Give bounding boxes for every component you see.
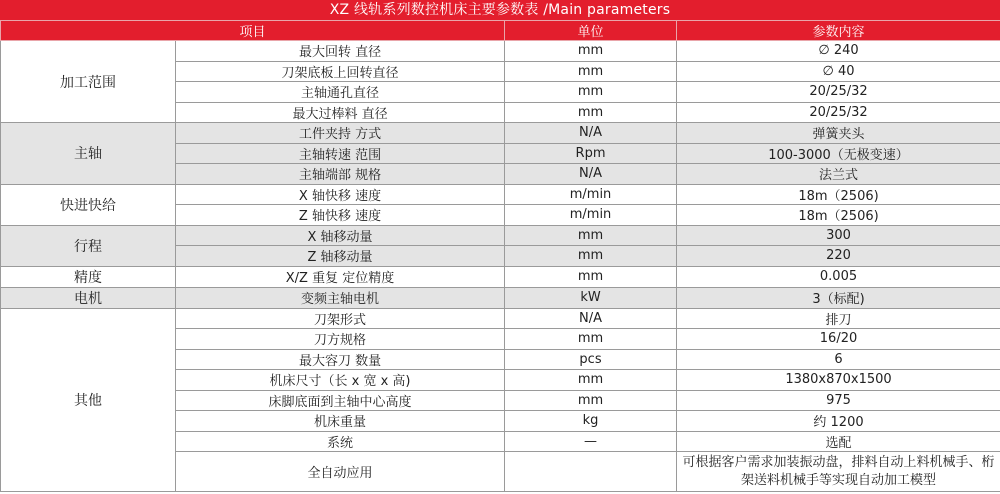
value-cell: 300	[677, 225, 1000, 246]
category-cell: 加工范围	[1, 41, 176, 123]
value-cell: 18m（2506)	[677, 205, 1000, 226]
unit-cell: mm	[505, 246, 677, 267]
table-row	[1, 41, 1000, 62]
item-cell: 刀架底板上回转直径	[176, 61, 505, 82]
table-header	[1, 21, 1000, 41]
item-cell: 最大回转 直径	[176, 41, 505, 62]
item-cell: Z 轴移动量	[176, 246, 505, 267]
table-row	[1, 184, 1000, 205]
unit-cell: mm	[505, 266, 677, 287]
unit-cell: mm	[505, 102, 677, 123]
table-row	[1, 123, 1000, 144]
unit-cell: kW	[505, 287, 677, 308]
unit-cell	[505, 452, 677, 492]
item-cell: 刀方规格	[176, 329, 505, 350]
value-cell: ∅ 240	[677, 41, 1000, 62]
item-cell: 主轴转速 范围	[176, 143, 505, 164]
unit-cell: mm	[505, 370, 677, 391]
value-cell: 18m（2506)	[677, 184, 1000, 205]
header-value: 参数内容	[677, 21, 1000, 41]
item-cell: 变频主轴电机	[176, 287, 505, 308]
unit-cell: —	[505, 431, 677, 452]
item-cell: Z 轴快移 速度	[176, 205, 505, 226]
category-cell: 其他	[1, 308, 176, 492]
value-cell: 弹簧夹头	[677, 123, 1000, 144]
unit-cell: pcs	[505, 349, 677, 370]
header-unit: 单位	[505, 21, 677, 41]
item-cell: 最大容刀 数量	[176, 349, 505, 370]
unit-cell: mm	[505, 390, 677, 411]
unit-cell: mm	[505, 225, 677, 246]
unit-cell: mm	[505, 329, 677, 350]
unit-cell: kg	[505, 411, 677, 432]
value-cell: 1380x870x1500	[677, 370, 1000, 391]
value-cell: 100-3000（无极变速）	[677, 143, 1000, 164]
value-cell: 975	[677, 390, 1000, 411]
unit-cell: mm	[505, 61, 677, 82]
item-cell: 工件夹持 方式	[176, 123, 505, 144]
unit-cell: N/A	[505, 123, 677, 144]
value-cell: 可根据客户需求加装振动盘，排料自动上料机械手、桁架送料机械手等实现自动加工模型	[677, 452, 1000, 492]
value-cell: 选配	[677, 431, 1000, 452]
item-cell: 机床重量	[176, 411, 505, 432]
table-row	[1, 266, 1000, 287]
category-cell: 快进快给	[1, 184, 176, 225]
category-cell: 主轴	[1, 123, 176, 185]
value-cell: 法兰式	[677, 164, 1000, 185]
category-cell: 行程	[1, 225, 176, 266]
category-cell: 电机	[1, 287, 176, 308]
item-cell: 刀架形式	[176, 308, 505, 329]
parameter-table	[0, 20, 1000, 492]
item-cell: 机床尺寸（长 x 宽 x 高)	[176, 370, 505, 391]
item-cell: X 轴移动量	[176, 225, 505, 246]
unit-cell: mm	[505, 82, 677, 103]
item-cell: 系统	[176, 431, 505, 452]
item-cell: 全自动应用	[176, 452, 505, 492]
unit-cell: m/min	[505, 205, 677, 226]
value-cell: ∅ 40	[677, 61, 1000, 82]
value-cell: 20/25/32	[677, 82, 1000, 103]
item-cell: 最大过棒料 直径	[176, 102, 505, 123]
table-body	[1, 41, 1000, 492]
value-cell: 6	[677, 349, 1000, 370]
table-row	[1, 287, 1000, 308]
item-cell: 床脚底面到主轴中心高度	[176, 390, 505, 411]
unit-cell: Rpm	[505, 143, 677, 164]
category-cell: 精度	[1, 266, 176, 287]
value-cell: 3（标配)	[677, 287, 1000, 308]
table-title: XZ 线轨系列数控机床主要参数表 /Main parameters	[0, 0, 1000, 20]
unit-cell: m/min	[505, 184, 677, 205]
item-cell: 主轴通孔直径	[176, 82, 505, 103]
header-item: 项目	[1, 21, 505, 41]
unit-cell: N/A	[505, 308, 677, 329]
value-cell: 16/20	[677, 329, 1000, 350]
unit-cell: N/A	[505, 164, 677, 185]
value-cell: 20/25/32	[677, 102, 1000, 123]
item-cell: X/Z 重复 定位精度	[176, 266, 505, 287]
table-row	[1, 225, 1000, 246]
value-cell: 排刀	[677, 308, 1000, 329]
unit-cell: mm	[505, 41, 677, 62]
table-row	[1, 308, 1000, 329]
value-cell: 约 1200	[677, 411, 1000, 432]
item-cell: X 轴快移 速度	[176, 184, 505, 205]
item-cell: 主轴端部 规格	[176, 164, 505, 185]
value-cell: 220	[677, 246, 1000, 267]
value-cell: 0.005	[677, 266, 1000, 287]
